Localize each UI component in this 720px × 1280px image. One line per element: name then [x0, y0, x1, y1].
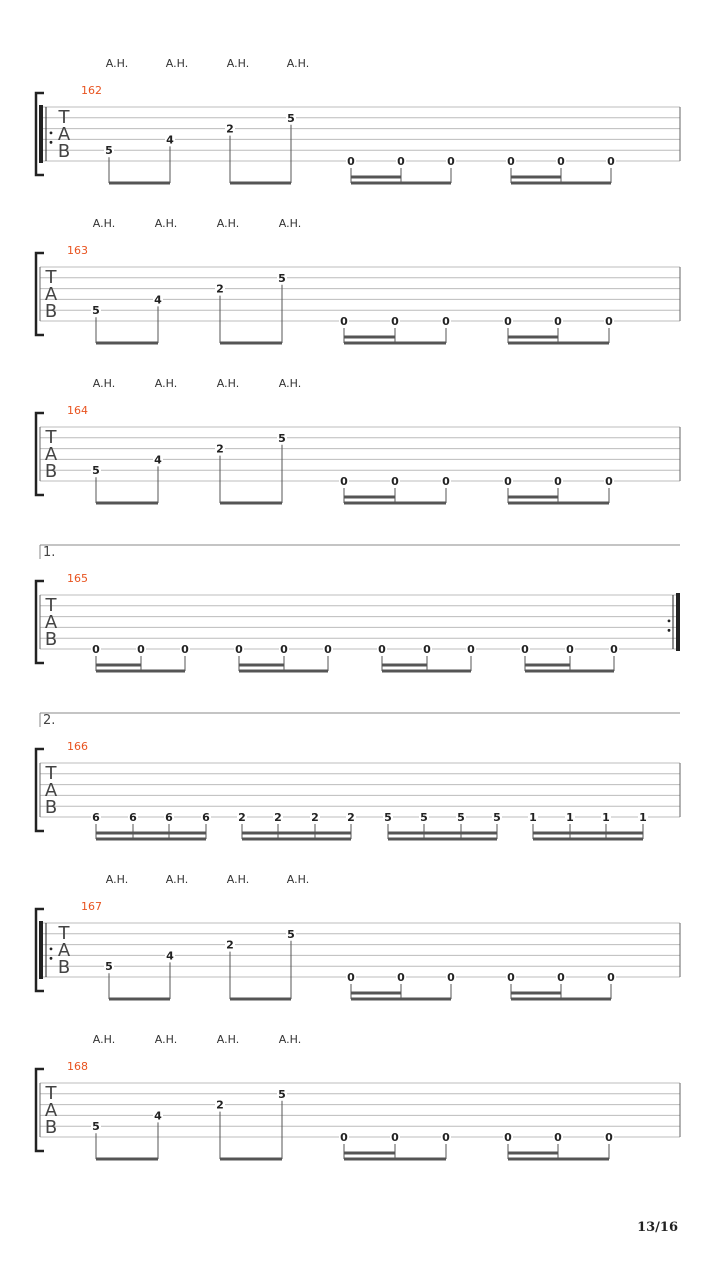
- fret-number: 0: [504, 475, 512, 488]
- fret-number: 0: [397, 971, 405, 984]
- artificial-harmonic-label: A.H.: [92, 377, 116, 390]
- beam: [96, 670, 185, 673]
- artificial-harmonic-label: A.H.: [226, 57, 250, 70]
- fret-number: 0: [607, 155, 615, 168]
- artificial-harmonic-label: A.H.: [105, 57, 129, 70]
- beam: [96, 502, 158, 505]
- beam: [96, 342, 158, 345]
- beam: [109, 182, 170, 185]
- measure-number: 165: [67, 572, 88, 585]
- fret-number: 0: [605, 315, 613, 328]
- beam: [109, 998, 170, 1001]
- fret-number: 0: [507, 971, 515, 984]
- beam: [344, 502, 446, 505]
- fret-number: 0: [280, 643, 288, 656]
- fret-number: 0: [397, 155, 405, 168]
- artificial-harmonic-label: A.H.: [278, 217, 302, 230]
- fret-number: 4: [166, 949, 174, 963]
- beam: [344, 1158, 446, 1161]
- fret-number: 5: [278, 271, 286, 285]
- fret-number: 2: [347, 811, 355, 824]
- fret-number: 6: [202, 811, 210, 824]
- fret-number: 0: [566, 643, 574, 656]
- fret-number: 0: [235, 643, 243, 656]
- beam-secondary: [508, 336, 558, 339]
- fret-number: 0: [442, 1131, 450, 1144]
- fret-number: 0: [467, 643, 475, 656]
- artificial-harmonic-label: A.H.: [226, 873, 250, 886]
- fret-number: 0: [554, 1131, 562, 1144]
- repeat-start-thick-bar: [39, 921, 43, 979]
- fret-number: 2: [226, 122, 234, 136]
- fret-number: 4: [154, 453, 162, 467]
- tab-clef-b: B: [44, 301, 58, 322]
- tab-clef-b: B: [44, 797, 58, 818]
- fret-number: 2: [216, 442, 224, 456]
- tab-clef-a: A: [44, 284, 58, 305]
- tab-clef-t: T: [58, 107, 70, 128]
- beam: [351, 182, 451, 185]
- repeat-end-thick-bar: [676, 593, 680, 651]
- artificial-harmonic-label: A.H.: [216, 217, 240, 230]
- beam-secondary: [533, 832, 643, 835]
- fret-number: 4: [154, 293, 162, 307]
- fret-number: 5: [105, 144, 113, 158]
- fret-number: 0: [447, 155, 455, 168]
- fret-number: 5: [92, 1120, 100, 1134]
- artificial-harmonic-label: A.H.: [105, 873, 129, 886]
- beam: [220, 342, 282, 345]
- fret-number: 0: [391, 475, 399, 488]
- fret-number: 5: [105, 960, 113, 974]
- artificial-harmonic-label: A.H.: [216, 1033, 240, 1046]
- fret-number: 6: [165, 811, 173, 824]
- fret-number: 5: [92, 464, 100, 478]
- fret-number: 6: [92, 811, 100, 824]
- beam: [344, 342, 446, 345]
- tab-clef-b: B: [57, 957, 71, 978]
- tab-clef-b: B: [57, 141, 71, 162]
- artificial-harmonic-label: A.H.: [286, 873, 310, 886]
- beam-secondary: [388, 832, 497, 835]
- fret-number: 0: [557, 971, 565, 984]
- fret-number: 0: [504, 1131, 512, 1144]
- fret-number: 0: [347, 155, 355, 168]
- beam: [508, 502, 609, 505]
- beam: [382, 670, 471, 673]
- artificial-harmonic-label: A.H.: [165, 873, 189, 886]
- fret-number: 1: [639, 811, 647, 824]
- beam-secondary: [382, 664, 427, 667]
- tab-clef-a: A: [44, 612, 58, 633]
- measure-number: 163: [67, 244, 88, 257]
- fret-number: 5: [92, 304, 100, 318]
- beam: [511, 998, 611, 1001]
- tab-clef-t: T: [58, 923, 70, 944]
- tab-clef-t: T: [45, 267, 57, 288]
- beam-secondary: [242, 832, 351, 835]
- beam: [508, 1158, 609, 1161]
- artificial-harmonic-label: A.H.: [154, 377, 178, 390]
- volta-label: 2.: [43, 713, 56, 728]
- fret-number: 0: [347, 971, 355, 984]
- volta-label: 1.: [43, 545, 56, 560]
- measure-number: 167: [81, 900, 102, 913]
- fret-number: 2: [311, 811, 319, 824]
- fret-number: 2: [226, 938, 234, 952]
- beam: [230, 182, 291, 185]
- artificial-harmonic-label: A.H.: [165, 57, 189, 70]
- fret-number: 2: [216, 1098, 224, 1112]
- fret-number: 0: [607, 971, 615, 984]
- page-number: 13/16: [637, 1220, 678, 1235]
- fret-number: 0: [340, 315, 348, 328]
- artificial-harmonic-label: A.H.: [154, 1033, 178, 1046]
- repeat-dot: [50, 948, 53, 951]
- artificial-harmonic-label: A.H.: [216, 377, 240, 390]
- tab-clef-b: B: [44, 1117, 58, 1138]
- beam-secondary: [351, 992, 401, 995]
- fret-number: 0: [340, 1131, 348, 1144]
- artificial-harmonic-label: A.H.: [92, 1033, 116, 1046]
- fret-number: 0: [521, 643, 529, 656]
- measure-number: 164: [67, 404, 88, 417]
- fret-number: 5: [420, 811, 428, 824]
- beam-secondary: [511, 176, 561, 179]
- fret-number: 4: [154, 1109, 162, 1123]
- fret-number: 0: [181, 643, 189, 656]
- fret-number: 0: [605, 475, 613, 488]
- artificial-harmonic-label: A.H.: [278, 1033, 302, 1046]
- beam: [508, 342, 609, 345]
- fret-number: 0: [391, 315, 399, 328]
- fret-number: 5: [278, 431, 286, 445]
- tab-clef-t: T: [45, 1083, 57, 1104]
- beam-secondary: [525, 664, 570, 667]
- beam-secondary: [239, 664, 284, 667]
- fret-number: 0: [378, 643, 386, 656]
- beam: [230, 998, 291, 1001]
- tab-clef-t: T: [45, 427, 57, 448]
- repeat-dot: [50, 141, 53, 144]
- tab-clef-a: A: [57, 940, 71, 961]
- beam-secondary: [511, 992, 561, 995]
- fret-number: 0: [605, 1131, 613, 1144]
- tab-clef-t: T: [45, 763, 57, 784]
- beam: [220, 502, 282, 505]
- repeat-dot: [668, 629, 671, 632]
- fret-number: 0: [554, 475, 562, 488]
- fret-number: 2: [216, 282, 224, 296]
- fret-number: 1: [602, 811, 610, 824]
- artificial-harmonic-label: A.H.: [154, 217, 178, 230]
- tab-clef-b: B: [44, 461, 58, 482]
- fret-number: 5: [384, 811, 392, 824]
- fret-number: 0: [507, 155, 515, 168]
- fret-number: 5: [493, 811, 501, 824]
- fret-number: 2: [238, 811, 246, 824]
- beam: [533, 838, 643, 841]
- beam-secondary: [96, 832, 206, 835]
- beam-secondary: [344, 496, 395, 499]
- fret-number: 0: [504, 315, 512, 328]
- beam: [220, 1158, 282, 1161]
- fret-number: 0: [137, 643, 145, 656]
- beam-secondary: [344, 1152, 395, 1155]
- repeat-start-thick-bar: [39, 105, 43, 163]
- repeat-dot: [50, 957, 53, 960]
- tab-clef-a: A: [44, 444, 58, 465]
- beam: [511, 182, 611, 185]
- fret-number: 0: [557, 155, 565, 168]
- fret-number: 5: [287, 927, 295, 941]
- fret-number: 5: [287, 111, 295, 125]
- fret-number: 0: [447, 971, 455, 984]
- fret-number: 0: [340, 475, 348, 488]
- tab-clef-b: B: [44, 629, 58, 650]
- fret-number: 4: [166, 133, 174, 147]
- beam: [242, 838, 351, 841]
- beam: [388, 838, 497, 841]
- fret-number: 5: [457, 811, 465, 824]
- artificial-harmonic-label: A.H.: [286, 57, 310, 70]
- fret-number: 0: [610, 643, 618, 656]
- fret-number: 0: [391, 1131, 399, 1144]
- fret-number: 6: [129, 811, 137, 824]
- fret-number: 0: [442, 315, 450, 328]
- beam: [96, 1158, 158, 1161]
- fret-number: 1: [529, 811, 537, 824]
- beam-secondary: [344, 336, 395, 339]
- artificial-harmonic-label: A.H.: [92, 217, 116, 230]
- fret-number: 2: [274, 811, 282, 824]
- measure-number: 166: [67, 740, 88, 753]
- fret-number: 0: [442, 475, 450, 488]
- beam: [96, 838, 206, 841]
- fret-number: 1: [566, 811, 574, 824]
- tab-clef-a: A: [57, 124, 71, 145]
- beam: [351, 998, 451, 1001]
- measure-number: 168: [67, 1060, 88, 1073]
- tab-clef-a: A: [44, 1100, 58, 1121]
- fret-number: 5: [278, 1087, 286, 1101]
- fret-number: 0: [324, 643, 332, 656]
- artificial-harmonic-label: A.H.: [278, 377, 302, 390]
- fret-number: 0: [423, 643, 431, 656]
- fret-number: 0: [92, 643, 100, 656]
- tab-clef-a: A: [44, 780, 58, 801]
- beam-secondary: [508, 496, 558, 499]
- beam-secondary: [96, 664, 141, 667]
- repeat-dot: [50, 132, 53, 135]
- beam-secondary: [351, 176, 401, 179]
- beam-secondary: [508, 1152, 558, 1155]
- beam: [239, 670, 328, 673]
- fret-number: 0: [554, 315, 562, 328]
- tab-clef-t: T: [45, 595, 57, 616]
- beam: [525, 670, 614, 673]
- repeat-dot: [668, 620, 671, 623]
- measure-number: 162: [81, 84, 102, 97]
